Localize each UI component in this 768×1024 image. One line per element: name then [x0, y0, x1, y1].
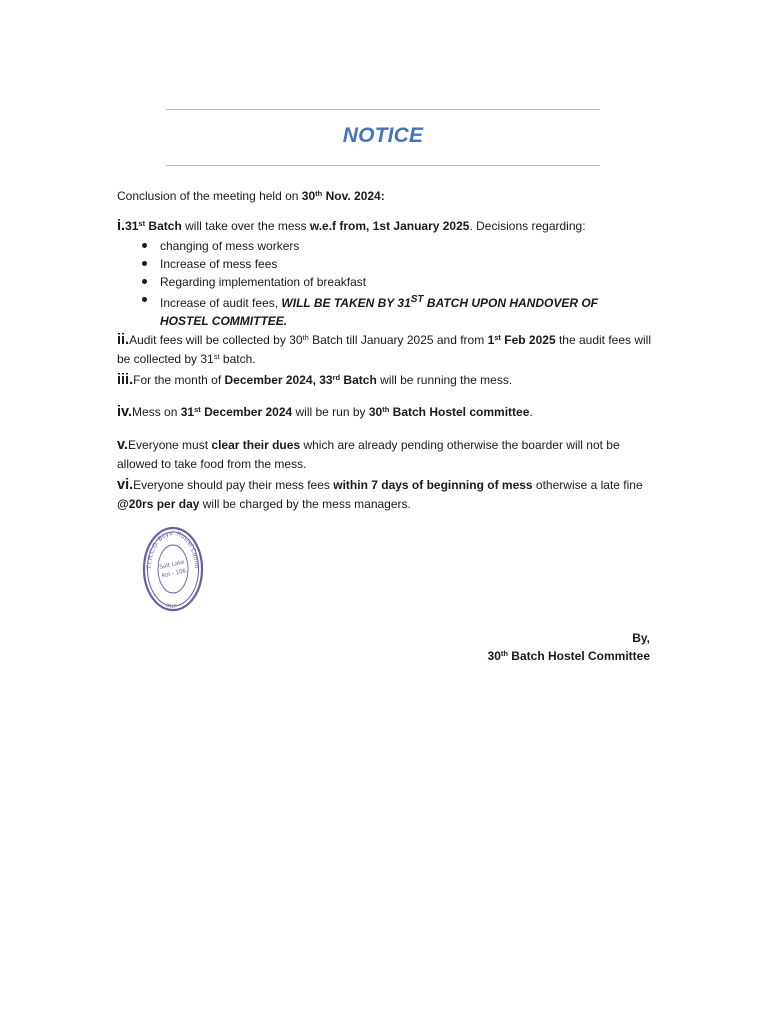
item-v-b1: clear their dues	[211, 438, 301, 452]
item-v-t1: Everyone must	[128, 438, 212, 452]
item-vi-t3: will be charged by the mess managers.	[199, 497, 411, 511]
item-vi-t1: Everyone should pay their mess fees	[133, 478, 334, 492]
list-item: changing of mess workers	[117, 237, 637, 255]
list-item: Increase of mess fees	[117, 255, 637, 273]
item-iv-t1: Mess on	[132, 405, 181, 419]
item-i-numeral: i.	[117, 218, 126, 234]
item-vi-b1: within 7 days of beginning of mess	[333, 478, 533, 492]
signature-batch-num: 30	[487, 649, 501, 663]
item-ii-t1: Audit fees will be collected by 30	[129, 333, 303, 347]
item-ii-sup2: st	[213, 352, 220, 361]
item-iii	[117, 371, 657, 390]
item-iii-numeral: iii.	[117, 372, 134, 388]
audit-bullet-lead: Increase of audit fees,	[160, 296, 282, 310]
item-vi-t2: otherwise a late fine	[532, 478, 643, 492]
signature-by: By,	[632, 631, 650, 645]
item-iv-b1: 31	[180, 405, 195, 419]
item-v	[117, 436, 657, 474]
list-item	[117, 291, 637, 330]
intro-text: Conclusion of the meeting held on	[117, 189, 302, 203]
item-iv	[117, 403, 657, 422]
item-ii	[117, 331, 657, 369]
list-item: Regarding implementation of breakfast	[117, 273, 637, 291]
notice-title: NOTICE	[342, 124, 424, 147]
item-ii-b1: 1	[487, 333, 495, 347]
item-vi	[117, 476, 657, 514]
item-ii-numeral: ii.	[117, 332, 130, 348]
item-iii-b1: December 2024, 33	[224, 373, 333, 387]
item-iii-t1: For the month of	[133, 373, 225, 387]
item-ii-b1-tail: Feb 2025	[500, 333, 556, 347]
stamp-inner-line1: Salt Lake	[159, 559, 186, 571]
item-i-b1-tail: Batch	[145, 219, 182, 233]
item-i-b1: 31	[125, 219, 139, 233]
item-iii-t2: will be running the mess.	[376, 373, 513, 387]
meeting-intro	[117, 187, 657, 206]
item-i-b1-sup: st	[138, 219, 146, 228]
hostel-committee-stamp	[141, 526, 205, 612]
item-vi-numeral: vi.	[117, 477, 134, 493]
item-iv-b2: 30	[368, 405, 383, 419]
item-i	[117, 217, 657, 236]
item-i-b2: w.e.f from, 1st January 2025	[309, 219, 470, 233]
item-iv-t3: .	[529, 405, 533, 419]
item-iv-b2-sup: th	[382, 405, 390, 414]
signature-committee	[488, 647, 650, 665]
intro-date-sup: th	[315, 189, 323, 198]
audit-bullet-bold2: BATCH UPON HANDOVER OF HOSTEL COMMITTEE.	[160, 296, 598, 328]
stamp-bottom-text: 2017	[164, 603, 177, 611]
item-ii-b1-sup: st	[494, 333, 501, 342]
item-ii-t4: batch.	[219, 352, 256, 366]
item-iii-b1-tail: Batch	[340, 373, 377, 387]
title-top-rule	[166, 109, 600, 110]
item-ii-sup1: th	[302, 333, 309, 342]
item-iv-b1-tail: December 2024	[200, 405, 293, 419]
item-i-t1: will take over the mess	[181, 219, 310, 233]
stamp-inner-line2: Kol - 106	[161, 568, 187, 580]
item-iv-b2-tail: Batch Hostel committee	[389, 405, 530, 419]
title-bottom-rule	[166, 165, 600, 166]
decisions-list	[117, 237, 637, 330]
item-i-t2: . Decisions regarding:	[469, 219, 586, 233]
item-iv-b1-sup: st	[194, 405, 201, 414]
audit-bullet-sup: ST	[410, 294, 424, 305]
item-v-numeral: v.	[117, 437, 129, 453]
item-ii-t3: the audit fees will be collected by 31	[117, 333, 652, 366]
intro-date-day: 30	[301, 189, 316, 203]
audit-bullet-bold1: WILL BE TAKEN BY 31	[281, 296, 411, 310]
signature-committee-name: Batch Hostel Committee	[507, 649, 650, 663]
item-iii-b1-sup: rd	[332, 373, 341, 382]
item-vi-b2: @20rs per day	[117, 497, 200, 511]
item-iv-numeral: iv.	[117, 404, 133, 420]
signature-batch-sup: th	[500, 649, 508, 658]
item-v-t2: which are already pending otherwise the boarder will not be allowed to take food from the mess.	[117, 438, 620, 471]
item-ii-t2: Batch till January 2025 and from	[308, 333, 488, 347]
intro-date-rest: Nov. 2024:	[322, 189, 385, 203]
item-iv-t2: will be run by	[292, 405, 369, 419]
stamp-outer-text: T.I.H.C.O. Boys' Hostel Comm	[145, 529, 201, 570]
